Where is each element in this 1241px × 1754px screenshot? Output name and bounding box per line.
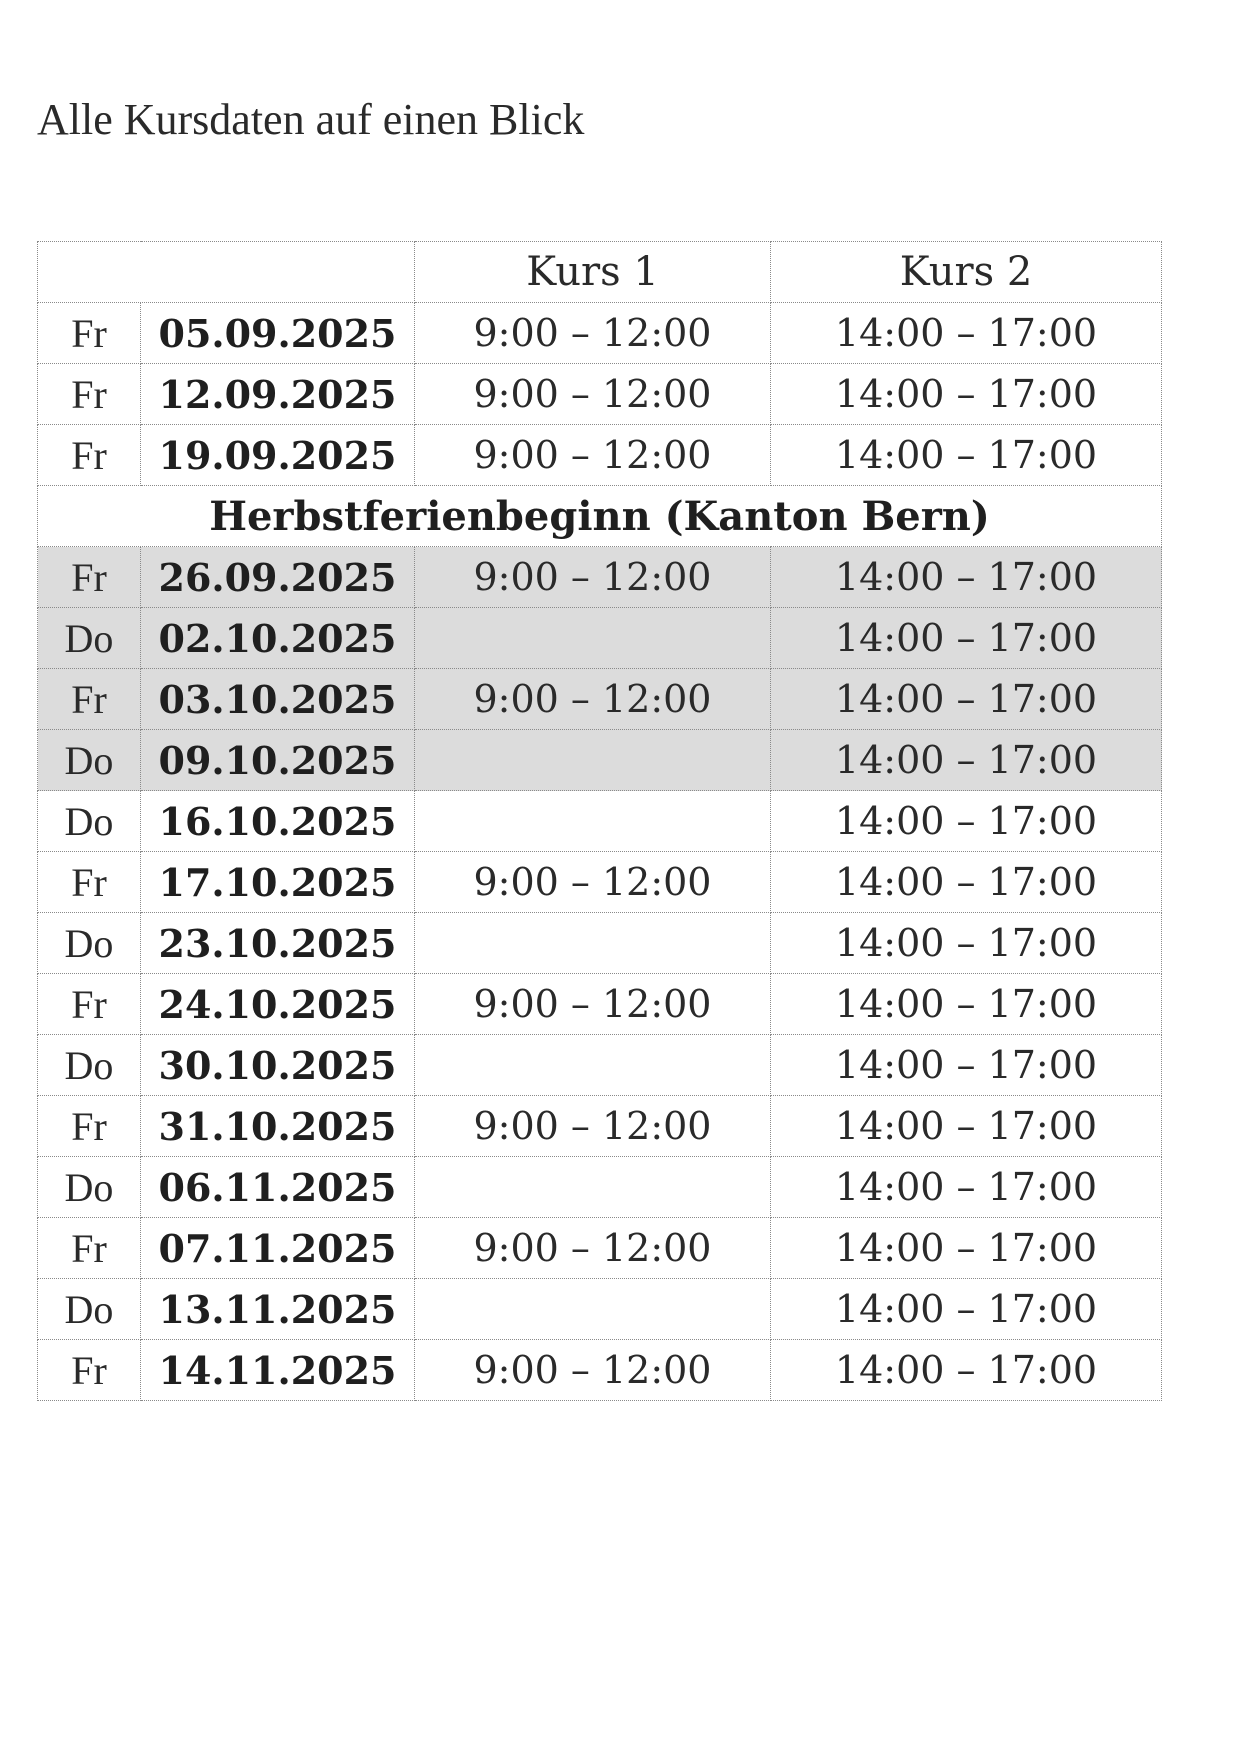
course2-time-cell: 14:00 – 17:00 <box>771 791 1162 852</box>
course2-time-cell: 14:00 – 17:00 <box>771 852 1162 913</box>
course1-time-cell <box>415 608 771 669</box>
course2-time-cell: 14:00 – 17:00 <box>771 974 1162 1035</box>
date-cell: 19.09.2025 <box>141 425 415 486</box>
date-cell: 05.09.2025 <box>141 303 415 364</box>
schedule-row <box>38 1340 1162 1401</box>
date-cell: 03.10.2025 <box>141 669 415 730</box>
course2-time-cell: 14:00 – 17:00 <box>771 730 1162 791</box>
course1-time-cell: 9:00 – 12:00 <box>415 1096 771 1157</box>
date-cell: 23.10.2025 <box>141 913 415 974</box>
page-title: Alle Kursdaten auf einen Blick <box>37 95 585 144</box>
weekday-cell: Do <box>38 1157 141 1218</box>
weekday-cell: Do <box>38 730 141 791</box>
course1-time-cell: 9:00 – 12:00 <box>415 669 771 730</box>
course2-time-cell: 14:00 – 17:00 <box>771 608 1162 669</box>
course1-time-cell: 9:00 – 12:00 <box>415 364 771 425</box>
weekday-cell: Fr <box>38 1096 141 1157</box>
weekday-cell: Do <box>38 913 141 974</box>
course2-time-cell: 14:00 – 17:00 <box>771 1279 1162 1340</box>
weekday-cell: Do <box>38 1279 141 1340</box>
course1-time-cell <box>415 1157 771 1218</box>
course2-time-cell: 14:00 – 17:00 <box>771 1157 1162 1218</box>
schedule-row <box>38 1096 1162 1157</box>
course-schedule-table <box>37 241 1162 1401</box>
course1-time-cell <box>415 1035 771 1096</box>
course2-time-cell: 14:00 – 17:00 <box>771 547 1162 608</box>
weekday-cell: Fr <box>38 425 141 486</box>
holiday-banner-row <box>38 486 1162 547</box>
schedule-row <box>38 1218 1162 1279</box>
date-cell: 06.11.2025 <box>141 1157 415 1218</box>
weekday-cell: Fr <box>38 547 141 608</box>
schedule-row <box>38 425 1162 486</box>
weekday-cell: Fr <box>38 1218 141 1279</box>
course1-time-cell: 9:00 – 12:00 <box>415 974 771 1035</box>
course2-time-cell: 14:00 – 17:00 <box>771 913 1162 974</box>
course2-time-cell: 14:00 – 17:00 <box>771 1340 1162 1401</box>
course1-time-cell: 9:00 – 12:00 <box>415 303 771 364</box>
weekday-cell: Fr <box>38 303 141 364</box>
schedule-row <box>38 974 1162 1035</box>
course2-time-cell: 14:00 – 17:00 <box>771 669 1162 730</box>
header-empty-cell <box>38 242 415 303</box>
course2-time-cell: 14:00 – 17:00 <box>771 425 1162 486</box>
course1-time-cell: 9:00 – 12:00 <box>415 1218 771 1279</box>
date-cell: 30.10.2025 <box>141 1035 415 1096</box>
schedule-row <box>38 1035 1162 1096</box>
course2-time-cell: 14:00 – 17:00 <box>771 1035 1162 1096</box>
date-cell: 24.10.2025 <box>141 974 415 1035</box>
schedule-row <box>38 791 1162 852</box>
course2-time-cell: 14:00 – 17:00 <box>771 1096 1162 1157</box>
weekday-cell: Fr <box>38 852 141 913</box>
weekday-cell: Do <box>38 608 141 669</box>
date-cell: 07.11.2025 <box>141 1218 415 1279</box>
course2-time-cell: 14:00 – 17:00 <box>771 303 1162 364</box>
weekday-cell: Do <box>38 791 141 852</box>
schedule-row <box>38 1279 1162 1340</box>
date-cell: 17.10.2025 <box>141 852 415 913</box>
date-cell: 09.10.2025 <box>141 730 415 791</box>
holiday-schedule-row <box>38 547 1162 608</box>
course2-time-cell: 14:00 – 17:00 <box>771 364 1162 425</box>
header-row <box>38 242 1162 303</box>
date-cell: 13.11.2025 <box>141 1279 415 1340</box>
course1-time-cell: 9:00 – 12:00 <box>415 547 771 608</box>
course1-time-cell <box>415 913 771 974</box>
course1-time-cell: 9:00 – 12:00 <box>415 1340 771 1401</box>
date-cell: 31.10.2025 <box>141 1096 415 1157</box>
course2-time-cell: 14:00 – 17:00 <box>771 1218 1162 1279</box>
weekday-cell: Fr <box>38 669 141 730</box>
date-cell: 14.11.2025 <box>141 1340 415 1401</box>
weekday-cell: Fr <box>38 364 141 425</box>
date-cell: 26.09.2025 <box>141 547 415 608</box>
schedule-row <box>38 364 1162 425</box>
course1-time-cell: 9:00 – 12:00 <box>415 852 771 913</box>
weekday-cell: Fr <box>38 1340 141 1401</box>
course1-time-cell <box>415 730 771 791</box>
date-cell: 02.10.2025 <box>141 608 415 669</box>
weekday-cell: Do <box>38 1035 141 1096</box>
holiday-banner: Herbstferienbeginn (Kanton Bern) <box>38 486 1162 547</box>
schedule-row <box>38 303 1162 364</box>
course2-header: Kurs 2 <box>771 242 1162 303</box>
course1-header: Kurs 1 <box>415 242 771 303</box>
date-cell: 12.09.2025 <box>141 364 415 425</box>
holiday-schedule-row <box>38 669 1162 730</box>
schedule-row <box>38 913 1162 974</box>
course1-time-cell <box>415 791 771 852</box>
course1-time-cell <box>415 1279 771 1340</box>
weekday-cell: Fr <box>38 974 141 1035</box>
holiday-schedule-row <box>38 730 1162 791</box>
date-cell: 16.10.2025 <box>141 791 415 852</box>
holiday-schedule-row <box>38 608 1162 669</box>
schedule-row <box>38 852 1162 913</box>
course1-time-cell: 9:00 – 12:00 <box>415 425 771 486</box>
schedule-row <box>38 1157 1162 1218</box>
